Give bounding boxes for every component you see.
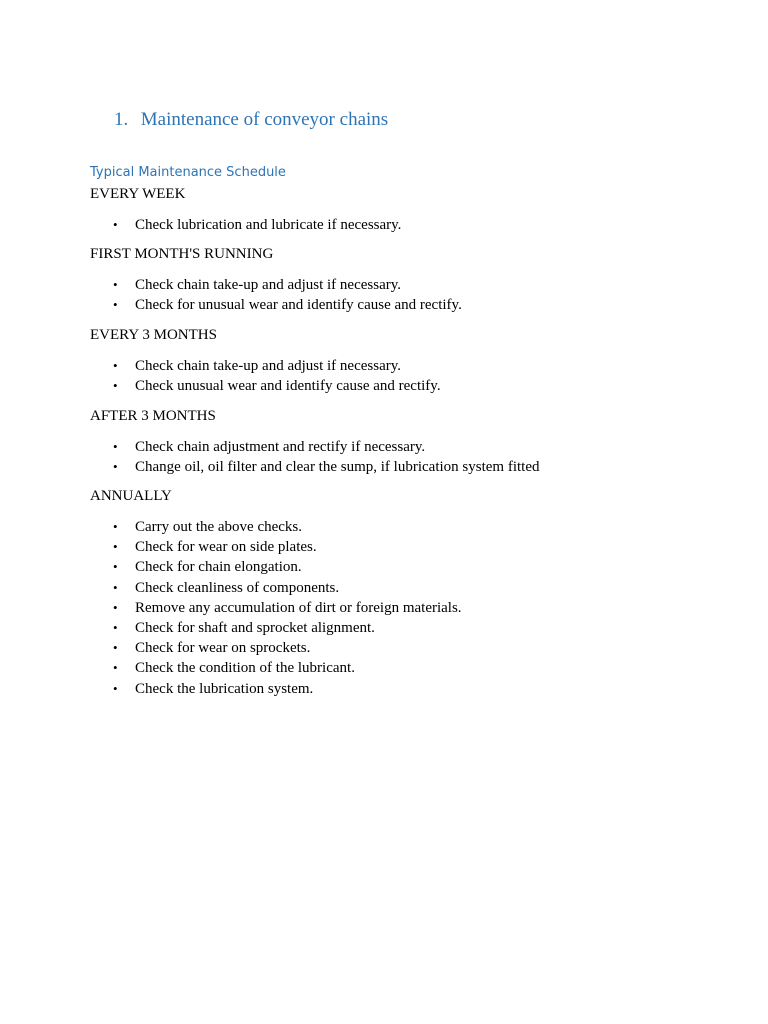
list-item-text: Check for chain elongation. <box>135 559 302 576</box>
list-after-3-months <box>90 437 539 477</box>
list-item-text: Check cleanliness of components. <box>135 579 340 596</box>
list-item-text: Check chain take-up and adjust if necessary. <box>135 277 402 293</box>
list-item-text: Check chain adjustment and rectify if necessary. <box>135 439 426 455</box>
heading-number: 1. <box>114 109 129 130</box>
bullet-icon: • <box>113 559 118 575</box>
bullet-icon: • <box>113 539 118 555</box>
bullet-icon: • <box>113 660 118 676</box>
list-first-month <box>90 275 462 315</box>
list-item <box>90 679 462 699</box>
bullet-icon: • <box>113 378 118 394</box>
list-item <box>90 537 462 557</box>
section-label-annually: ANNUALLY <box>90 488 172 504</box>
list-item-text: Check chain take-up and adjust if necessary. <box>135 358 402 374</box>
heading-title: Maintenance of conveyor chains <box>140 109 389 130</box>
bullet-icon: • <box>113 599 118 615</box>
list-item-text: Check unusual wear and identify cause and rectify. <box>135 378 441 395</box>
bullet-icon: • <box>113 519 118 534</box>
list-item <box>90 598 462 618</box>
list-item-text: Change oil, oil filter and clear the sump, if lubrication system fitted <box>135 459 540 476</box>
bullet-icon: • <box>113 297 118 313</box>
list-item <box>90 557 462 577</box>
list-annually <box>90 517 462 699</box>
list-item <box>90 295 462 315</box>
section-subheading: Typical Maintenance Schedule <box>90 165 286 180</box>
bullet-icon: • <box>113 640 118 656</box>
list-item-text: Check lubrication and lubricate if necessary. <box>135 217 402 233</box>
list-item <box>90 618 462 638</box>
list-item-text: Check the condition of the lubricant. <box>135 660 355 677</box>
list-item <box>90 437 539 457</box>
bullet-icon: • <box>113 217 118 232</box>
list-item <box>90 215 401 235</box>
list-item <box>90 638 462 658</box>
bullet-icon: • <box>113 459 118 475</box>
bullet-icon: • <box>113 439 118 454</box>
list-item-text: Carry out the above checks. <box>135 519 303 535</box>
list-item <box>90 578 462 598</box>
section-label-first-month: FIRST MONTH'S RUNNING <box>90 246 274 262</box>
bullet-icon: • <box>113 579 118 595</box>
list-item <box>90 658 462 678</box>
list-every-week <box>90 215 401 235</box>
list-item-text: Check for unusual wear and identify cause and rectify. <box>135 297 462 314</box>
list-item-text: Check for wear on side plates. <box>135 539 317 556</box>
list-item-text: Remove any accumulation of dirt or foreign materials. <box>135 599 462 616</box>
section-label-every-3-months: EVERY 3 MONTHS <box>90 327 217 343</box>
bullet-icon: • <box>113 680 118 696</box>
list-every-3-months <box>90 356 441 396</box>
list-item <box>90 517 462 537</box>
page-title <box>114 108 388 132</box>
section-label-after-3-months: AFTER 3 MONTHS <box>90 408 216 424</box>
bullet-icon: • <box>113 358 118 373</box>
section-label-every-week: EVERY WEEK <box>90 186 186 202</box>
list-item-text: Check for wear on sprockets. <box>135 640 311 657</box>
list-item <box>90 457 539 477</box>
list-item-text: Check the lubrication system. <box>135 680 314 697</box>
list-item <box>90 275 462 295</box>
list-item-text: Check for shaft and sprocket alignment. <box>135 619 375 636</box>
list-item <box>90 356 441 376</box>
bullet-icon: • <box>113 277 118 292</box>
bullet-icon: • <box>113 619 118 635</box>
list-item <box>90 376 441 396</box>
